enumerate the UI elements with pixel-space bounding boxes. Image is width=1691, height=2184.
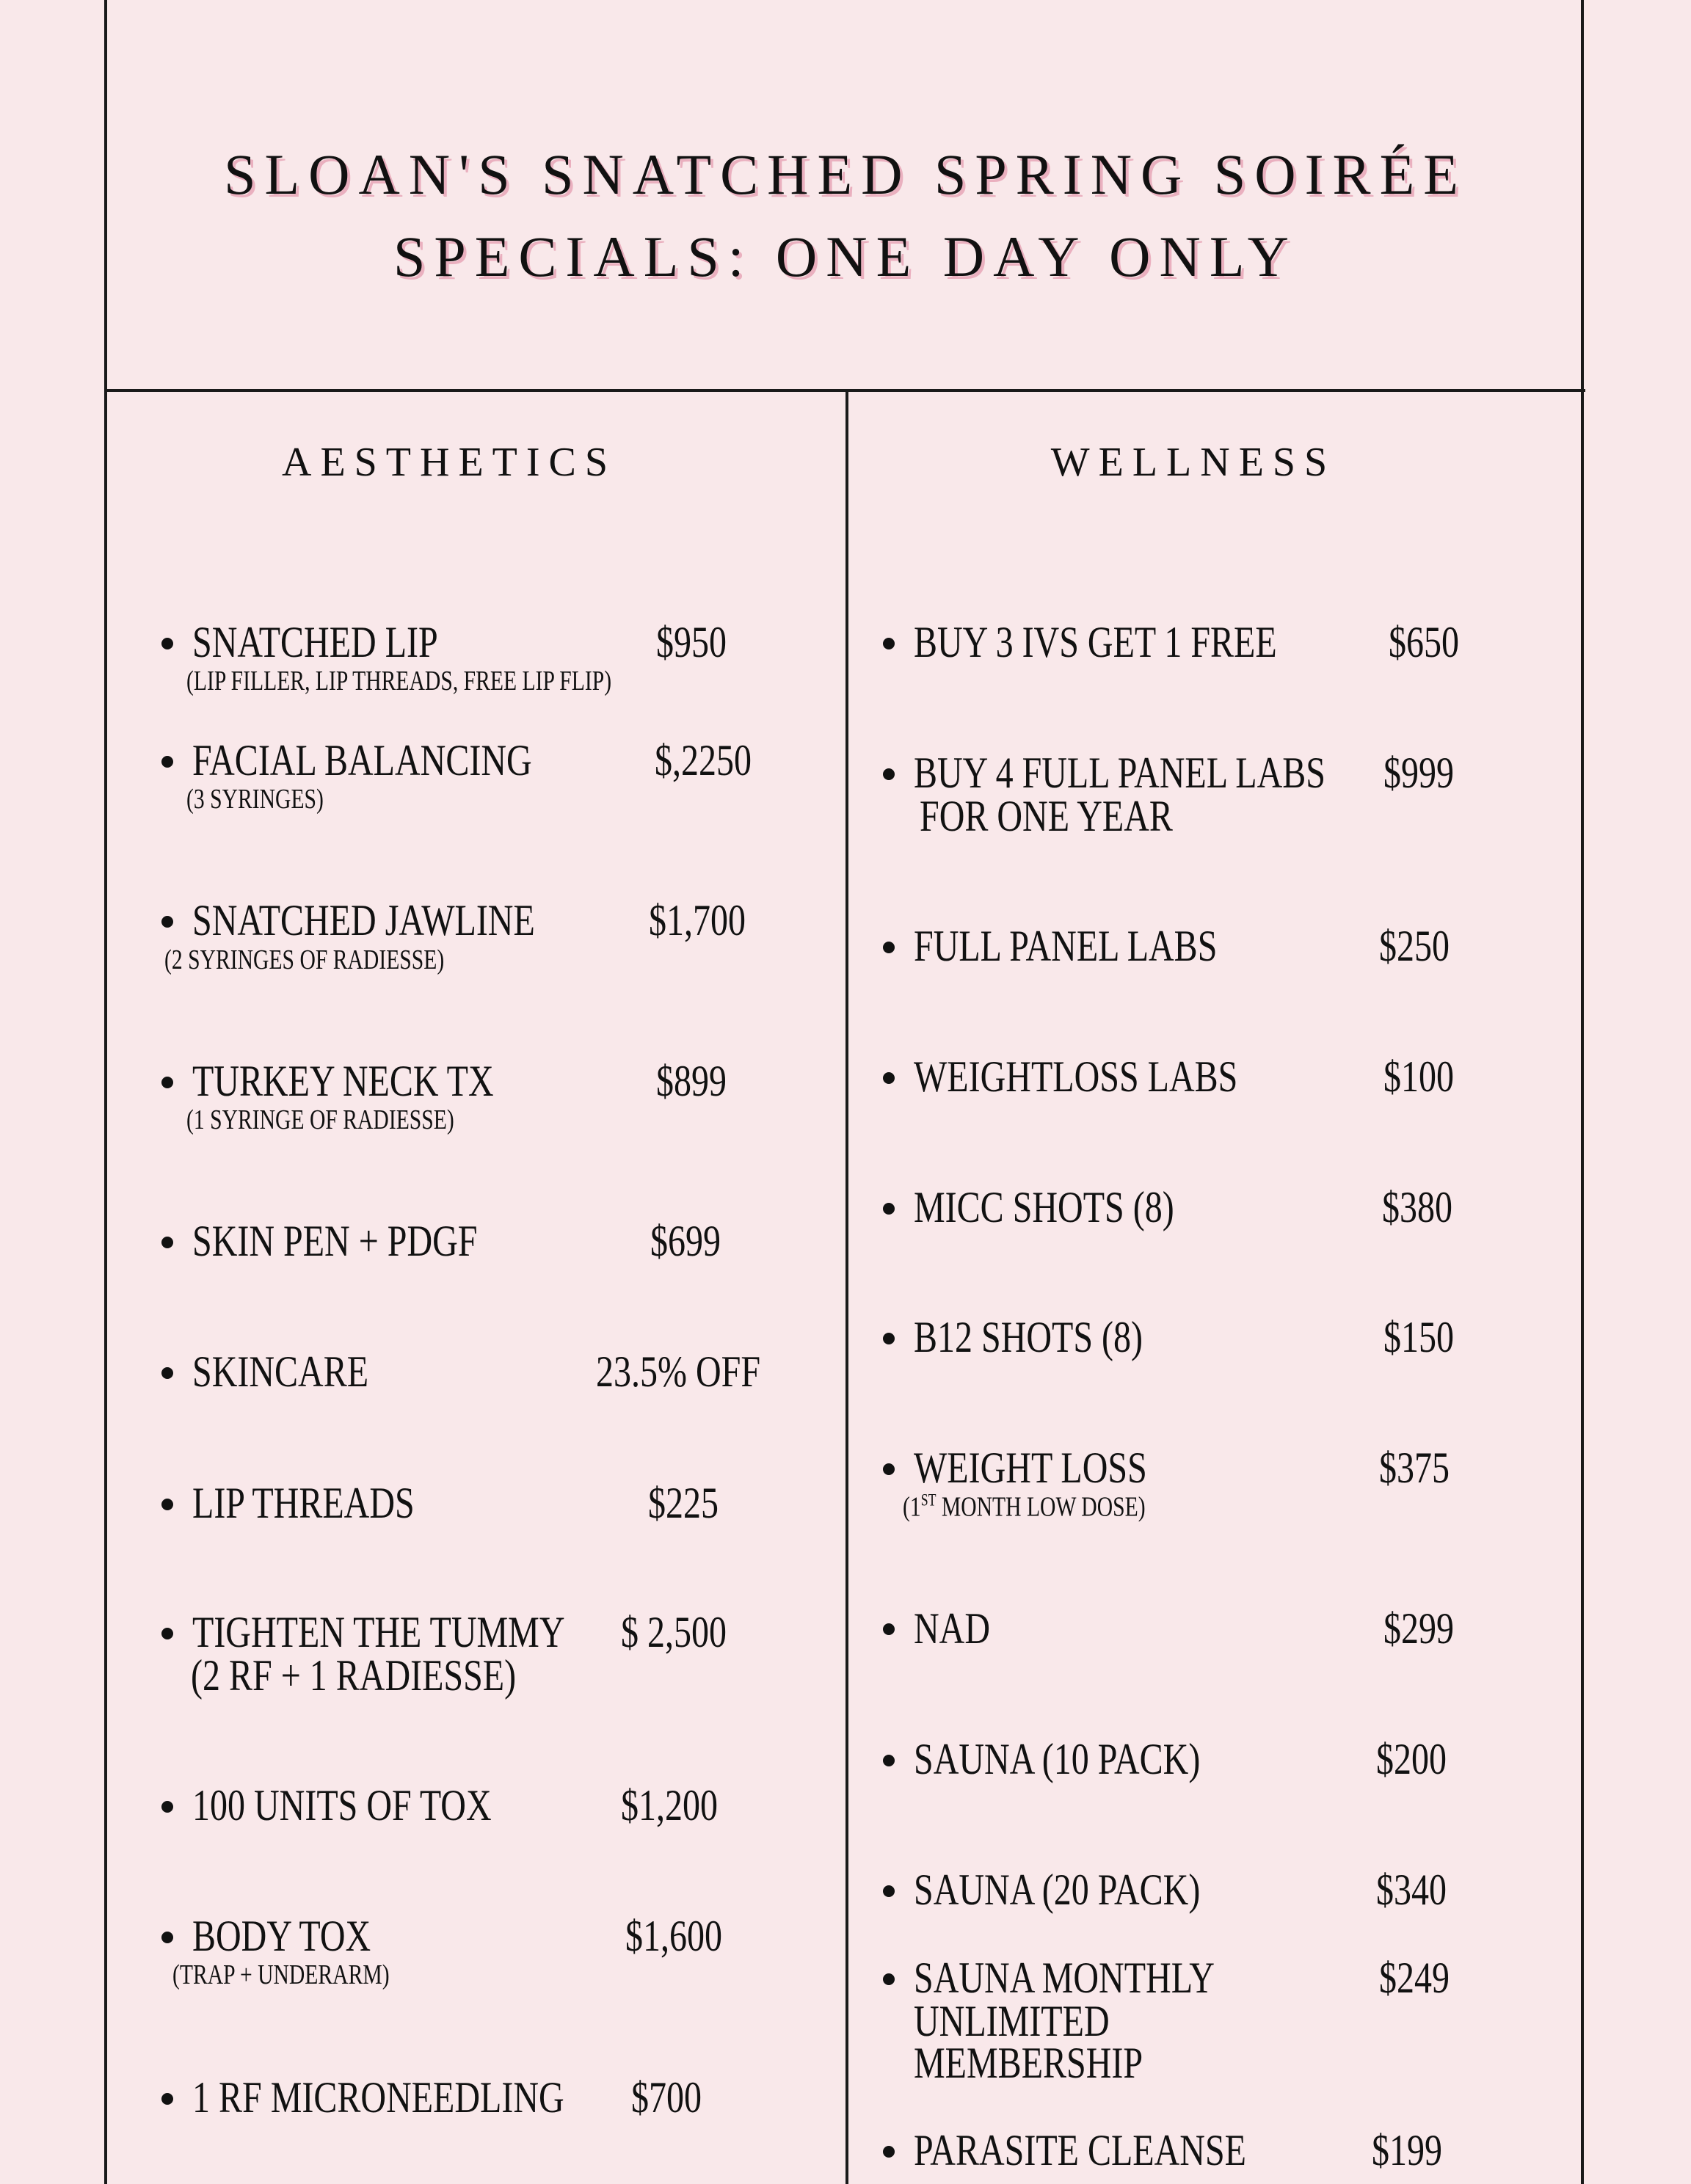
item-price: $375 — [1378, 1444, 1450, 1493]
item-detail: (TRAP + UNDERARM) — [172, 1959, 390, 1991]
item-price: $950 — [655, 617, 727, 666]
item-price: $1,200 — [621, 1780, 719, 1830]
item-price: $,2250 — [654, 736, 752, 785]
item-price: $650 — [1389, 617, 1460, 666]
item-price: $100 — [1383, 1052, 1454, 1102]
item-price: $225 — [647, 1478, 719, 1527]
item-name: 100 UNITS OF TOX — [192, 1780, 492, 1830]
item-price: $299 — [1383, 1604, 1454, 1653]
frame-left-border — [104, 0, 107, 2184]
bullet-icon — [883, 1755, 895, 1766]
item-price: $250 — [1378, 921, 1450, 970]
item-name-continued: UNLIMITED — [913, 1996, 1110, 2045]
bullet-icon — [161, 1932, 173, 1943]
item-name: SKINCARE — [192, 1347, 368, 1397]
item-name: SKIN PEN + PDGF — [192, 1216, 478, 1265]
detail-superscript: ST — [920, 1491, 937, 1510]
item-name: SNATCHED LIP — [192, 617, 438, 666]
bullet-icon — [161, 1499, 173, 1510]
item-name: WEIGHT LOSS — [913, 1444, 1147, 1493]
bullet-icon — [161, 916, 173, 928]
item-price: $1,600 — [625, 1912, 723, 1961]
bullet-icon — [883, 638, 895, 649]
bullet-icon — [883, 1333, 895, 1344]
item-price: $700 — [630, 2073, 702, 2122]
column-divider — [846, 389, 848, 2184]
bullet-icon — [883, 1885, 895, 1897]
detail-text: (1 — [902, 1491, 921, 1523]
bullet-icon — [883, 1623, 895, 1635]
item-name: LIP THREADS — [192, 1478, 415, 1527]
bullet-icon — [883, 2146, 895, 2158]
page-title-line-2: SPECIALS: ONE DAY ONLY — [393, 225, 1298, 288]
bullet-icon — [883, 1203, 895, 1215]
item-detail: (3 SYRINGES) — [186, 784, 324, 815]
bullet-icon — [161, 1077, 173, 1088]
wellness-heading: WELLNESS — [1050, 440, 1337, 485]
item-name: 1 RF MICRONEEDLING — [192, 2073, 564, 2122]
item-price: $200 — [1376, 1734, 1447, 1783]
bullet-icon — [161, 1628, 173, 1639]
aesthetics-heading: AESTHETICS — [282, 440, 617, 485]
bullet-icon — [883, 1072, 895, 1084]
item-price: $ 2,500 — [621, 1608, 727, 1657]
frame-right-border — [1581, 0, 1584, 2184]
item-name-continued: MEMBERSHIP — [913, 2038, 1143, 2087]
bullet-icon — [883, 768, 895, 780]
bullet-icon — [883, 1463, 895, 1475]
item-price: $199 — [1372, 2126, 1443, 2175]
header-divider — [104, 389, 1585, 392]
item-name: BUY 4 FULL PANEL LABS — [913, 749, 1325, 798]
item-price: $899 — [655, 1056, 727, 1105]
item-name: SAUNA (20 PACK) — [913, 1866, 1201, 1915]
item-detail — [903, 1493, 1146, 1521]
item-name: B12 SHOTS (8) — [913, 1312, 1143, 1361]
item-name: SAUNA (10 PACK) — [913, 1734, 1201, 1783]
bullet-icon — [161, 756, 173, 768]
item-price: $1,700 — [649, 896, 746, 945]
item-name: NAD — [913, 1604, 990, 1653]
item-detail: (2 SYRINGES OF RADIESSE) — [164, 944, 445, 975]
item-name-continued: FOR ONE YEAR — [919, 792, 1173, 841]
detail-text: MONTH LOW DOSE) — [936, 1491, 1146, 1523]
item-name: FULL PANEL LABS — [913, 921, 1218, 970]
bullet-icon — [161, 638, 173, 649]
item-name: SAUNA MONTHLY — [913, 1953, 1215, 2002]
item-price: $999 — [1383, 749, 1454, 798]
bullet-icon — [161, 1367, 173, 1379]
bullet-icon — [161, 2093, 173, 2105]
bullet-icon — [161, 1801, 173, 1813]
item-name-continued: (2 RF + 1 RADIESSE) — [191, 1651, 517, 1700]
bullet-icon — [161, 1237, 173, 1248]
item-price: 23.5% OFF — [596, 1347, 761, 1397]
item-price: $150 — [1383, 1312, 1454, 1361]
item-name: BUY 3 IVS GET 1 FREE — [913, 617, 1277, 666]
item-name: TIGHTEN THE TUMMY — [192, 1608, 565, 1657]
item-name: MICC SHOTS (8) — [913, 1183, 1174, 1232]
item-name: PARASITE CLEANSE — [913, 2126, 1246, 2175]
page-title-line-1: SLOAN'S SNATCHED SPRING SOIRÉE — [224, 142, 1467, 206]
item-price: $249 — [1378, 1953, 1450, 2002]
item-detail: (1 SYRINGE OF RADIESSE) — [186, 1104, 455, 1135]
item-name: TURKEY NECK TX — [192, 1056, 494, 1105]
item-name: WEIGHTLOSS LABS — [913, 1052, 1238, 1102]
bullet-icon — [883, 1973, 895, 1985]
item-price: $340 — [1376, 1866, 1447, 1915]
item-name: FACIAL BALANCING — [192, 736, 532, 785]
item-name: SNATCHED JAWLINE — [192, 896, 535, 945]
bullet-icon — [883, 942, 895, 953]
item-detail: (LIP FILLER, LIP THREADS, FREE LIP FLIP) — [186, 666, 612, 697]
item-price: $380 — [1381, 1183, 1452, 1232]
item-name: BODY TOX — [192, 1912, 371, 1961]
item-price: $699 — [650, 1216, 721, 1265]
